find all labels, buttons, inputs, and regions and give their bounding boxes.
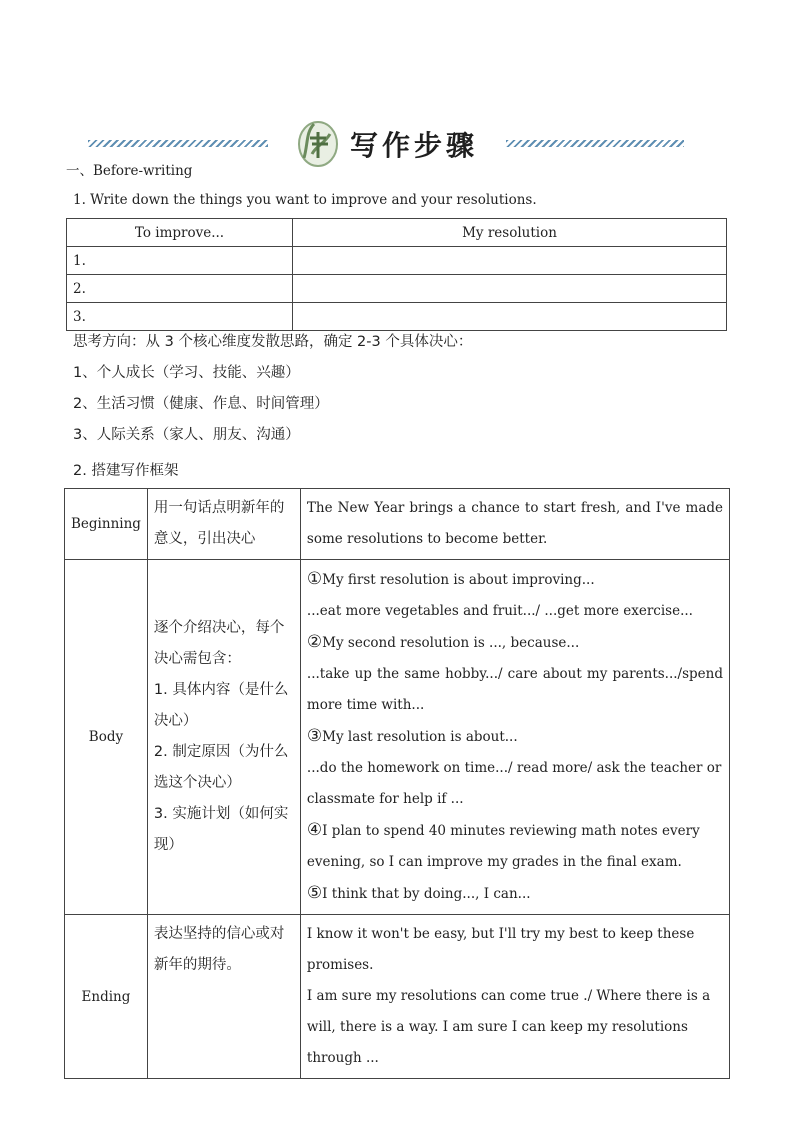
writing-framework-table [64,488,730,1079]
body-label: Body [65,560,148,915]
table-cell[interactable] [293,247,727,275]
dimension-item: 2、生活习惯（健康、作息、时间管理） [73,396,329,412]
decorative-stripe-right [506,140,684,147]
body-line [307,878,723,910]
body-line-text: I think that by doing..., I can... [322,886,531,902]
ending-label: Ending [65,915,148,1079]
body-line-text: I plan to spend 40 minutes reviewing math notes every evening, so I can improve my grades in the final exam. [306,823,700,870]
instruction-text: 1. Write down the things you want to improve and your resolutions. [73,192,537,208]
ending-line: I am sure my resolutions can come true ./ Where there is a will, there is a way. I am sure I can keep my resolutions through ... [306,988,711,1066]
ending-content [300,915,729,1079]
body-guide-line: 逐个介绍决心，每个决心需包含： [153,620,285,667]
body-line [307,627,723,659]
body-row [65,560,730,915]
table-cell[interactable] [293,275,727,303]
number-marker: ⑤ [306,883,323,903]
framework-heading: 2. 搭建写作框架 [73,463,179,479]
column-header-to-improve: To improve... [67,219,293,247]
writing-steps-logo-icon [290,114,346,170]
table-cell[interactable]: 3. [67,303,293,331]
ending-row [65,915,730,1079]
thinking-direction-text: 思考方向：从 3 个核心维度发散思路，确定 2-3 个具体决心： [73,334,473,350]
body-guide-line: 3. 实施计划（如何实现） [153,806,289,853]
resolution-table [66,218,727,331]
beginning-content: The New Year brings a chance to start fresh, and I've made some resolutions to become better. [300,489,729,560]
body-guide-line: 2. 制定原因（为什么选这个决心） [153,744,289,791]
body-line-text: My last resolution is about... [322,729,518,745]
table-cell[interactable]: 1. [67,247,293,275]
body-guide [147,560,300,915]
number-marker: ② [306,632,323,652]
beginning-guide: 用一句话点明新年的意义，引出决心 [147,489,300,560]
dimension-item: 1、个人成长（学习、技能、兴趣） [73,365,300,381]
body-line-text: ...eat more vegetables and fruit.../ ...get more exercise... [306,603,693,619]
body-guide-line: 1. 具体内容（是什么决心） [153,682,289,729]
table-cell[interactable]: 2. [67,275,293,303]
body-line-text: ...do the homework on time.../ read more/ ask the teacher or classmate for help if ... [306,760,722,807]
body-line [307,753,723,815]
column-header-my-resolution: My resolution [293,219,727,247]
table-row [67,275,727,303]
dimension-item: 3、人际关系（家人、朋友、沟通） [73,427,300,443]
body-line [307,815,723,878]
beginning-row [65,489,730,560]
body-line [307,564,723,596]
body-content [300,560,729,915]
beginning-label: Beginning [65,489,148,560]
table-row [67,247,727,275]
number-marker: ① [306,569,323,589]
body-line [307,659,723,721]
body-line-text: My first resolution is about improving... [322,572,595,588]
number-marker: ④ [306,820,323,840]
body-line [307,721,723,753]
table-cell[interactable] [293,303,727,331]
number-marker: ③ [306,726,323,746]
banner-title: 写作步骤 [350,129,479,162]
before-writing-heading: 一、Before-writing [66,163,193,179]
table-row [67,303,727,331]
decorative-stripe-left [88,140,268,147]
body-line-text: ...take up the same hobby.../ care about my parents.../spend more time with... [306,666,723,713]
body-line-text: My second resolution is ..., because... [322,635,580,651]
ending-line: I know it won't be easy, but I'll try my best to keep these promises. [306,926,695,973]
body-line [307,596,723,627]
table-header-row [67,219,727,247]
ending-guide: 表达坚持的信心或对新年的期待。 [147,915,300,1079]
